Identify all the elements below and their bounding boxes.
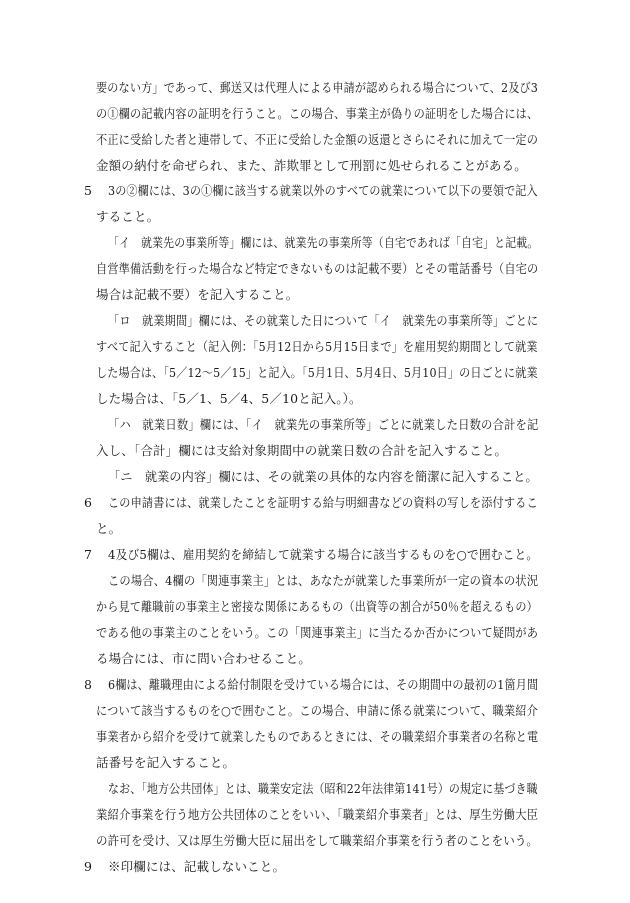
item-number: 7 (84, 547, 92, 562)
text-line: した場合は、「5／1、5／4、5／10と記入。）。 (96, 391, 362, 406)
text-line: から見て離職前の事業主と密接な関係にあるもの（出資等の割合が50％を超えるもの） (96, 599, 538, 614)
text-line: ※印欄には、記載しないこと。 (108, 859, 286, 874)
item-number: 8 (84, 677, 92, 692)
text-line: した場合は、「5／12〜5／15」と記入。「5月1日、5月4日、5月10日」の日ごとに就業 (96, 365, 538, 380)
text-line: 要のない方」であって、郵送又は代理人による申請が認められる場合について、2及び3 (96, 80, 539, 95)
text-line: すること。 (96, 209, 160, 224)
text-line: 場合は記載不要）を記入すること。 (96, 287, 299, 302)
text-line: 「ロ 就業期間」欄には、その就業した日について「イ 就業先の事業所等」ごとに (108, 313, 539, 328)
text-line: なお、「地方公共団体」とは、職業安定法（昭和22年法律第141号）の規定に基づき職 (108, 781, 538, 796)
text-line: 「イ 就業先の事業所等」欄には、就業先の事業所等（自宅であれば「自宅」と記載。 (108, 235, 539, 250)
text-line: 6欄は、離職理由による給付制限を受けている場合には、その期間中の最初の1箇月間 (108, 677, 539, 692)
text-line: の①欄の記載内容の証明を行うこと。この場合、事業主が偽りの証明をした場合には、 (96, 106, 539, 121)
text-line: 事業者から紹介を受けて就業したものであるときには、その職業紹介事業者の名称と電 (96, 729, 539, 744)
text-line: 4及び5欄は、雇用契約を締結して就業する場合に該当するものを○で囲むこと。 (108, 547, 539, 562)
text-line: について該当するものを○で囲むこと。この場合、申請に係る就業について、職業紹介 (96, 703, 539, 718)
text-line: である他の事業主のことをいう。この「関連事業主」に当たるか否かについて疑問があ (96, 625, 539, 640)
text-line: すべて記入すること（記入例：「5月12日から5月15日まで」を雇用契約期間として就業 (96, 339, 538, 354)
text-line: この場合、4欄の「関連事業主」とは、あなたが就業した事業所が一定の資本の状況 (108, 573, 539, 588)
text-line: この申請書には、就業したことを証明する給与明細書などの資料の写しを添付するこ (108, 495, 538, 510)
text-line: 自営準備活動を行った場合など特定できないものは記載不要）とその電話番号（自宅の (96, 261, 539, 276)
text-line: る場合には、市に問い合わせること。 (96, 651, 312, 666)
text-line: 「ハ 就業日数」欄には、「イ 就業先の事業所等」ごとに就業した日数の合計を記 (108, 417, 539, 432)
text-line: 金額の納付を命ぜられ、また、詐欺罪として刑罰に処せられることがある。 (96, 158, 527, 173)
text-line: 3の②欄には、3の①欄に該当する就業以外のすべての就業について以下の要領で記入 (108, 183, 538, 198)
text-line: 不正に受給した者と連帯して、不正に受給した金額の返還とさらにそれに加えて一定の (96, 132, 539, 147)
text-line: と。 (96, 521, 122, 536)
text-line: の許可を受け、又は厚生労働大臣に届出をして職業紹介事業を行う者のことをいう。 (96, 833, 539, 848)
text-line: 話番号を記入すること。 (96, 755, 236, 770)
text-line: 業紹介事業を行う地方公共団体のことをいい、「職業紹介事業者」とは、厚生労働大臣 (96, 807, 539, 822)
item-number: 6 (84, 495, 92, 510)
text-line: 「ニ 就業の内容」欄には、その就業の具体的な内容を簡潔に記入すること。 (108, 469, 538, 484)
text-line: 入し、「合計」欄には支給対象期間中の就業日数の合計を記入すること。 (96, 443, 508, 458)
item-number: 9 (84, 859, 92, 874)
item-number: 5 (84, 183, 92, 198)
